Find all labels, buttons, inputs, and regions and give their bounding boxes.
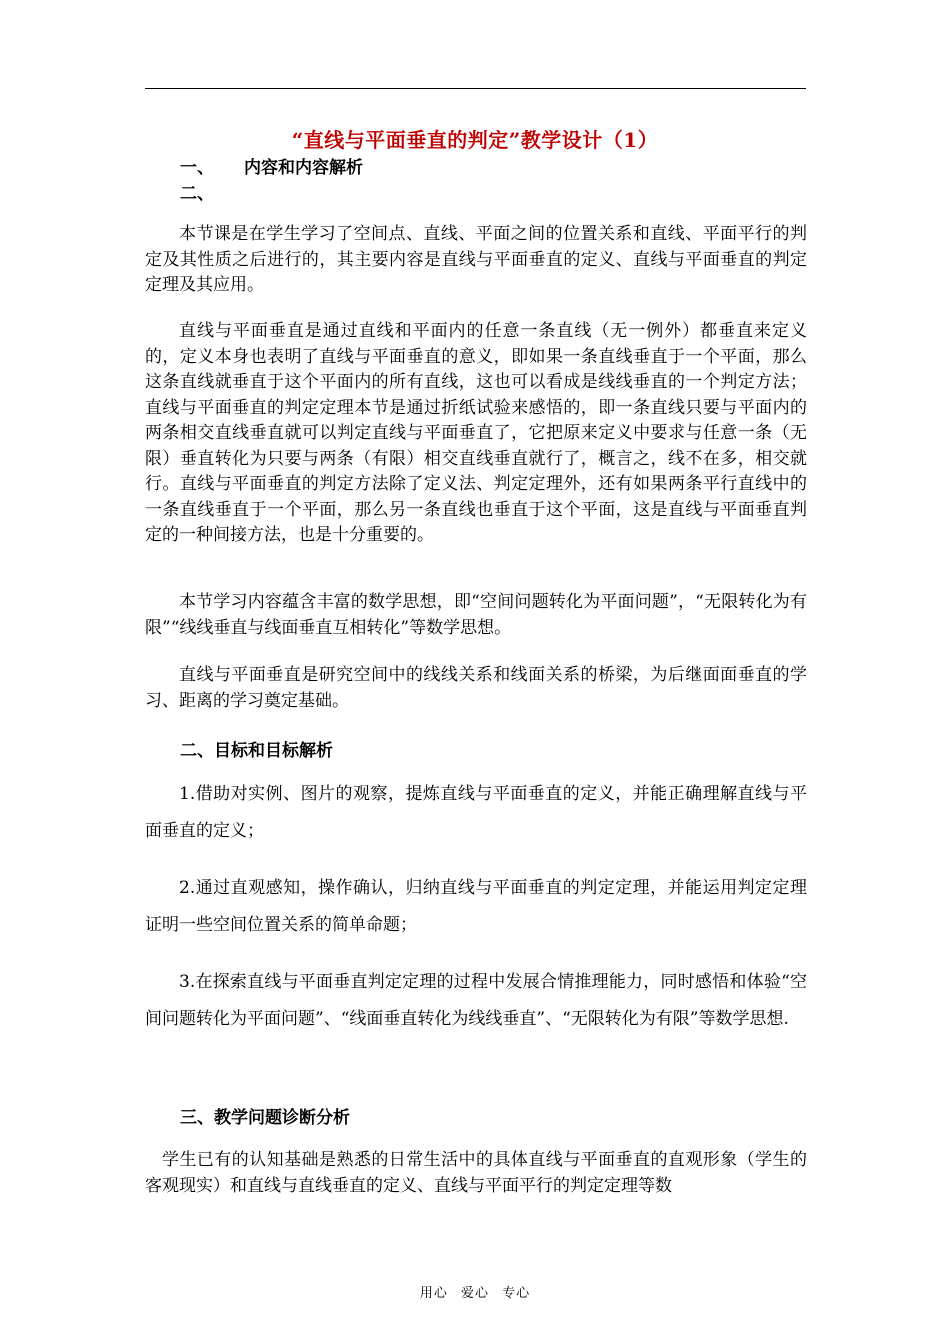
paragraph-math-thought: 本节学习内容蕴含丰富的数学思想，即“空间问题转化为平面问题”，“无限转化为有限”“线线垂直与线面垂直互相转化”等数学思想。 [145,592,807,638]
document-title: “直线与平面垂直的判定”教学设计（1） [291,128,659,152]
header-rule [145,88,806,89]
section-1-heading [180,153,363,178]
section-1-title: 内容和内容解析 [244,158,363,178]
goal-1: 1.借助对实例、图片的观察，提炼直线与平面垂直的定义，并能正确理解直线与平面垂直的定义； [145,784,807,841]
section-extra-heading: 二、 [180,184,214,204]
goal-2: 2.通过直观感知，操作确认，归纳直线与平面垂直的判定定理，并能运用判定定理证明一些空间位置关系的简单命题； [145,878,807,935]
section-3-heading: 三、教学问题诊断分析 [180,1108,350,1128]
paragraph-diagnosis: 学生已有的认知基础是熟悉的日常生活中的具体直线与平面垂直的直观形象（学生的客观现实）和直线与直线垂直的定义、直线与平面平行的判定定理等数 [145,1150,807,1196]
section-1-number: 一、 [180,158,214,178]
section-2-heading: 二、目标和目标解析 [180,741,333,761]
paragraph-definition: 直线与平面垂直是通过直线和平面内的任意一条直线（无一例外）都垂直来定义的，定义本身也表明了直线与平面垂直的意义，即如果一条直线垂直于一个平面，那么这条直线就垂直于这个平面内的所有直线，这也可以看成是线线垂直的一个判定方法；直线与平面垂直的判定定理本节是通过折纸试验来感悟的，即一条直线只要与平面内的两条相交直线垂直就可以判定直线与平面垂直了，它把原来定义中要求与任意一条（无限）垂直转化为只要与两条（有限）相交直线垂直就行了，概言之，线不在多，相交就行。直线与平面垂直的判定方法除了定义法、判定定理外，还有如果两条平行直线中的一条直线垂直于一个平面，那么另一条直线也垂直于这个平面，这是直线与平面垂直判定的一种间接方法，也是十分重要的。 [145,321,807,545]
page-footer: 用心 爱心 专心 [419,1286,531,1301]
goal-3: 3.在探索直线与平面垂直判定定理的过程中发展合情推理能力，同时感悟和体验“空间问题转化为平面问题”、“线面垂直转化为线线垂直”、“无限转化为有限”等数学思想. [145,972,807,1029]
paragraph-bridge: 直线与平面垂直是研究空间中的线线关系和线面关系的桥梁，为后继面面垂直的学习、距离的学习奠定基础。 [145,665,807,711]
paragraph-intro: 本节课是在学生学习了空间点、直线、平面之间的位置关系和直线、平面平行的判定及其性质之后进行的，其主要内容是直线与平面垂直的定义、直线与平面垂直的判定定理及其应用。 [145,224,807,295]
